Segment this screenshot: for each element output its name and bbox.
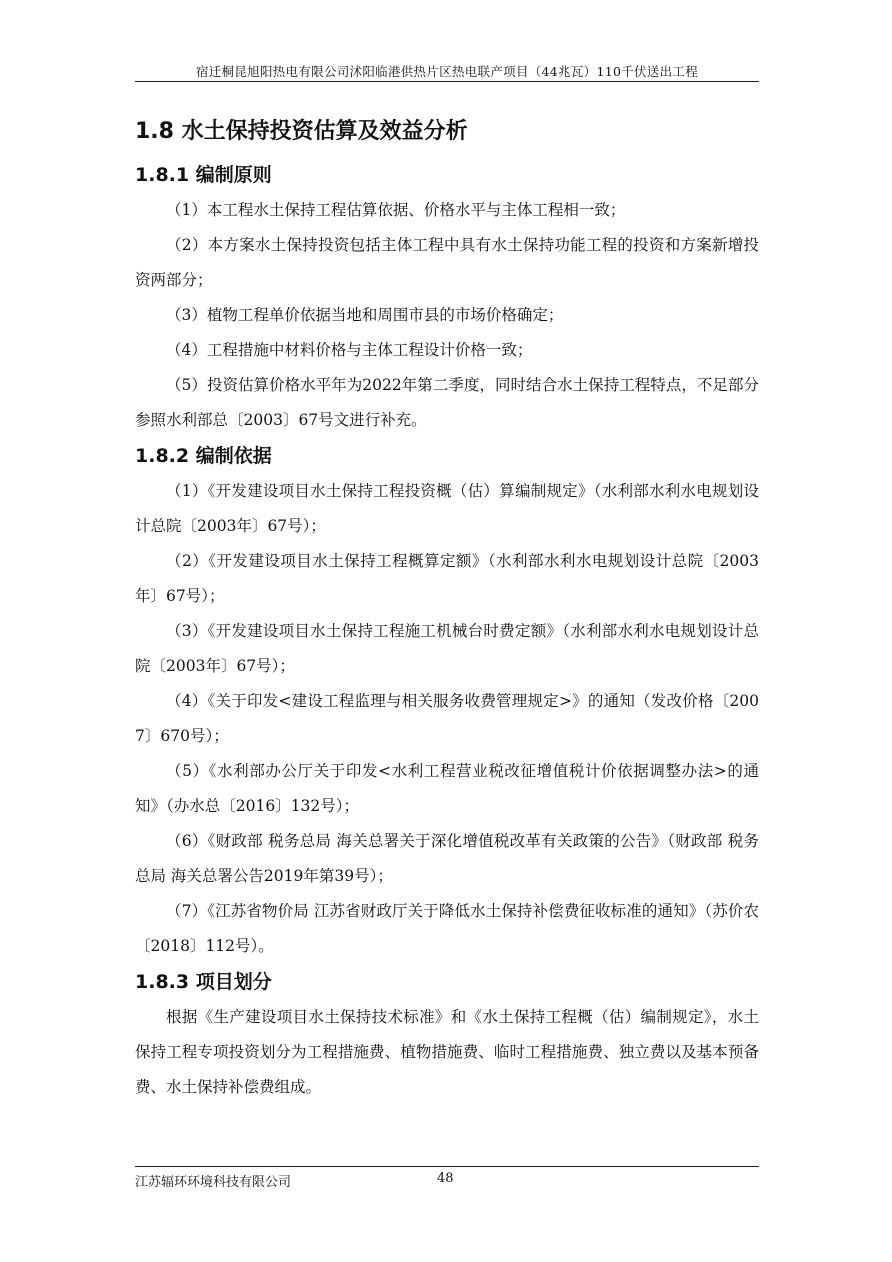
paragraph: （1）《开发建设项目水土保持工程投资概（估）算编制规定》（水利部水利水电规划设计总院〔2003年〕67号）； bbox=[135, 482, 759, 535]
paragraph: （3）植物工程单价依据当地和周围市县的市场价格确定； bbox=[166, 306, 564, 324]
paragraph: （2）本方案水土保持投资包括主体工程中具有水土保持功能工程的投资和方案新增投资两部分； bbox=[135, 236, 759, 289]
paragraph: （6）《财政部 税务总局 海关总署关于深化增值税改革有关政策的公告》（财政部 税务总局 海关总署公告2019年第39号）； bbox=[135, 832, 759, 885]
paragraph: （4）《关于印发<建设工程监理与相关服务收费管理规定>》的通知（发改价格〔2007〕670号）； bbox=[135, 692, 759, 745]
running-header: 宿迁桐昆旭阳热电有限公司沭阳临港供热片区热电联产项目（44兆瓦）110千伏送出工程 bbox=[195, 64, 699, 79]
subsection-title: 1.8.1 编制原则 bbox=[135, 164, 272, 186]
paragraph: （3）《开发建设项目水土保持工程施工机械台时费定额》（水利部水利水电规划设计总院〔2003年〕67号）； bbox=[135, 622, 759, 675]
subsection-title: 1.8.3 项目划分 bbox=[135, 971, 272, 993]
page-content bbox=[135, 112, 759, 1105]
footer-company: 江苏辐环环境科技有限公司 bbox=[135, 1175, 292, 1190]
section-title: 1.8 水土保持投资估算及效益分析 bbox=[135, 119, 468, 144]
paragraph: （5）《水利部办公厅关于印发<水利工程营业税改征增值税计价依据调整办法>的通知》（办水总〔2016〕132号）； bbox=[135, 762, 759, 815]
paragraph: （5）投资估算价格水平年为2022年第二季度，同时结合水土保持工程特点，不足部分参照水利部总〔2003〕67号文进行补充。 bbox=[135, 376, 759, 429]
subsection-title: 1.8.2 编制依据 bbox=[135, 445, 272, 467]
paragraph: （7）《江苏省物价局 江苏省财政厅关于降低水土保持补偿费征收标准的通知》（苏价农〔2018〕112号）。 bbox=[135, 902, 759, 955]
page-number: 48 bbox=[437, 1171, 454, 1186]
paragraph: （4）工程措施中材料价格与主体工程设计价格一致； bbox=[166, 341, 533, 359]
header-rule bbox=[135, 81, 759, 82]
paragraph: （1）本工程水土保持工程估算依据、价格水平与主体工程相一致； bbox=[166, 201, 626, 219]
paragraph: （2）《开发建设项目水土保持工程概算定额》（水利部水利水电规划设计总院〔2003年〕67号）； bbox=[135, 552, 759, 605]
paragraph: 根据《生产建设项目水土保持技术标准》和《水土保持工程概（估）编制规定》，水土保持工程专项投资划分为工程措施费、植物措施费、临时工程措施费、独立费以及基本预备费、水土保持补偿费组成。 bbox=[135, 1008, 759, 1096]
footer-rule bbox=[135, 1166, 759, 1167]
